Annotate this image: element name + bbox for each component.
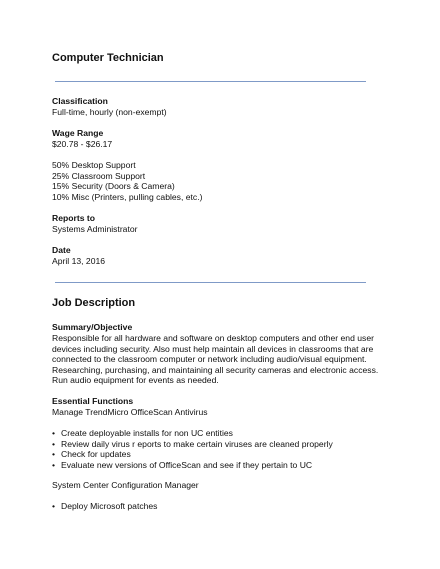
- sccm-label: System Center Configuration Manager: [52, 480, 199, 490]
- wage-heading: Wage Range: [52, 128, 104, 138]
- summary-heading: Summary/Objective: [52, 322, 133, 332]
- list-item: • Review daily virus r eports to make certain viruses are cleaned properly: [52, 438, 333, 449]
- essential-functions-intro: Manage TrendMicro OfficeScan Antivirus: [52, 407, 208, 417]
- date-value: April 13, 2016: [52, 256, 106, 266]
- divider: [55, 81, 366, 82]
- summary-line: devices including security. Also must help maintain all devices in classrooms that are: [52, 343, 374, 354]
- wage-breakdown-item: 10% Misc (Printers, pulling cables, etc.): [52, 191, 203, 202]
- sccm-list: [52, 501, 157, 512]
- job-description-title: Job Description: [52, 297, 136, 309]
- list-item: • Create deployable installs for non UC entities: [52, 428, 233, 438]
- summary-line: Run audio equipment for events as needed.: [52, 375, 219, 386]
- essential-functions-heading: Essential Functions: [52, 396, 134, 406]
- summary-line: Responsible for all hardware and software on desktop computers and other end user: [52, 333, 374, 343]
- classification-heading: Classification: [52, 96, 108, 106]
- divider: [55, 282, 366, 283]
- bullet-icon: •: [52, 501, 56, 511]
- wage-breakdown-item: 15% Security (Doors & Camera): [52, 181, 175, 192]
- reports-to-heading: Reports to: [52, 213, 95, 223]
- summary-line: connected to the classroom computer or network including audio/visual equipment.: [52, 354, 367, 365]
- bullet-icon: •: [52, 428, 56, 438]
- bullet-icon: •: [52, 449, 56, 460]
- page-title: Computer Technician: [52, 52, 164, 64]
- date-heading: Date: [52, 245, 71, 255]
- summary-line: Researching, purchasing, and maintaining all security cameras and electronic access.: [52, 364, 379, 375]
- wage-breakdown-item: 25% Classroom Support: [52, 170, 146, 181]
- bullet-icon: •: [52, 438, 56, 449]
- list-item: • Evaluate new versions of OfficeScan and see if they pertain to UC: [52, 459, 313, 470]
- reports-to-value: Systems Administrator: [52, 224, 138, 234]
- wage-value: $20.78 - $26.17: [52, 139, 113, 149]
- list-item: • Check for updates: [52, 449, 131, 460]
- essential-functions-list: [52, 428, 333, 470]
- classification-value: Full-time, hourly (non-exempt): [52, 107, 167, 117]
- wage-breakdown-item: 50% Desktop Support: [52, 160, 136, 170]
- bullet-icon: •: [52, 459, 56, 470]
- list-item: • Deploy Microsoft patches: [52, 501, 158, 511]
